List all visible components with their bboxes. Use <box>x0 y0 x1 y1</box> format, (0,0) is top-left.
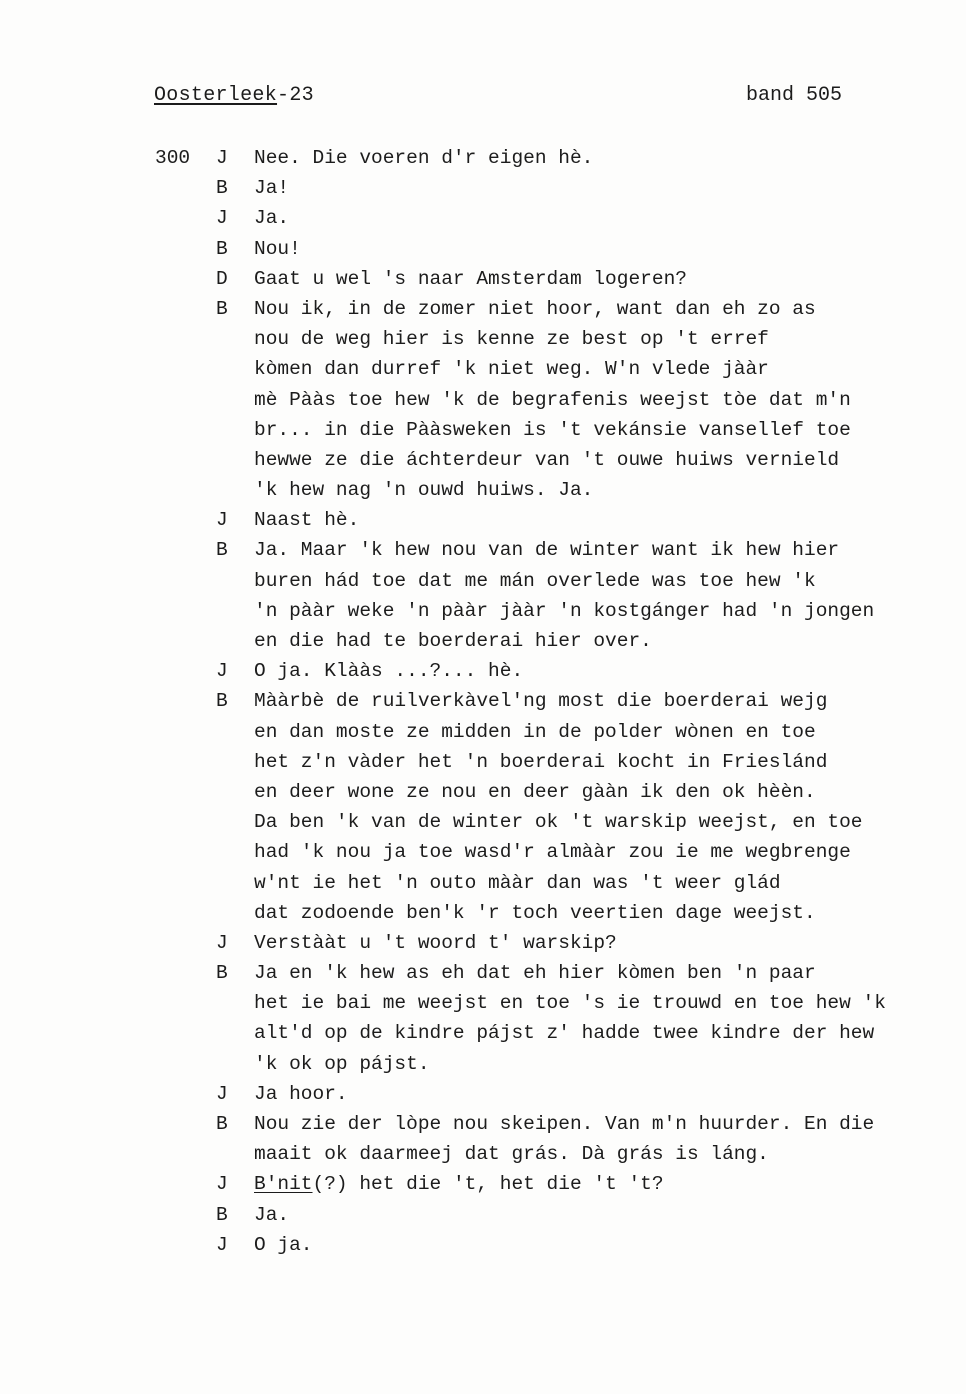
transcript-line <box>0 535 966 565</box>
utterance-text: en deer wone ze nou en deer gààn ik den ok hèèn. <box>254 780 816 803</box>
utterance-text: br... in die Pààsweken is 't vekánsie vansellef toe <box>254 418 851 441</box>
utterance-text: dat zodoende ben'k 'r toch veertien dage weejst. <box>254 901 816 924</box>
transcript-line <box>0 656 966 686</box>
transcript-line <box>0 475 966 505</box>
utterance-text: nou de weg hier is kenne ze best op 't erref <box>254 328 769 351</box>
utterance-text: Nou ik, in de zomer niet hoor, want dan eh zo as <box>254 297 816 320</box>
speaker-label: J <box>216 660 228 683</box>
speaker-label: J <box>216 931 228 954</box>
transcript-line <box>0 928 966 958</box>
transcript-line <box>0 324 966 354</box>
underlined-word: B'nit <box>254 1173 313 1196</box>
speaker-label: D <box>216 267 228 290</box>
transcript-body <box>0 143 966 1260</box>
utterance-text: 'n pààr weke 'n pààr jààr 'n kostgánger had 'n jongen <box>254 599 875 622</box>
utterance-text: het ie bai me weejst en toe 's ie trouwd en toe hew 'k <box>254 992 886 1015</box>
transcript-line <box>0 354 966 384</box>
transcript-line <box>0 777 966 807</box>
transcript-line <box>0 1049 966 1079</box>
utterance-text: Ja. <box>254 207 290 230</box>
speaker-label: B <box>216 1203 228 1226</box>
transcript-line <box>0 596 966 626</box>
speaker-label: J <box>216 1233 228 1256</box>
transcript-line <box>0 385 966 415</box>
transcript-line <box>0 173 966 203</box>
speaker-label: B <box>216 1113 228 1135</box>
utterance-text: had 'k nou ja toe wasd'r almààr zou ie me wegbrenge <box>254 841 851 864</box>
utterance-text: Mààrbè de ruilverkàvel'ng most die boerderai wejg <box>254 690 828 713</box>
utterance-text: en dan moste ze midden in de polder wònen en toe <box>254 720 816 743</box>
transcript-line <box>0 203 966 233</box>
transcript-line <box>0 445 966 475</box>
transcript-line <box>0 837 966 867</box>
utterance-text <box>254 1169 664 1199</box>
speaker-label: J <box>216 1082 228 1105</box>
utterance-text: en die had te boerderai hier over. <box>254 630 652 652</box>
transcript-line <box>0 264 966 294</box>
speaker-label: B <box>216 177 228 200</box>
utterance-text: Da ben 'k van de winter ok 't warskip weejst, en toe <box>254 811 863 834</box>
utterance-text: Ja! <box>254 177 290 200</box>
utterance-text: Nou! <box>254 237 301 260</box>
transcript-line <box>0 1169 966 1199</box>
transcript-line <box>0 717 966 747</box>
utterance-text: kòmen dan durref 'k niet weg. W'n vlede jààr <box>254 358 769 381</box>
speaker-label: B <box>216 539 228 562</box>
utterance-text: 'k ok op pájst. <box>254 1052 430 1075</box>
transcript-line <box>0 898 966 928</box>
utterance-text: w'nt ie het 'n outo mààr dan was 't weer glád <box>254 871 781 894</box>
speaker-label: B <box>216 690 228 713</box>
utterance-text: 'k hew nag 'n ouwd huiws. Ja. <box>254 479 594 502</box>
utterance-text: maait ok daarmeej dat grás. Dà grás is láng. <box>254 1143 769 1166</box>
utterance-text: Ja en 'k hew as eh dat eh hier kòmen ben 'n paar <box>254 962 816 985</box>
transcript-line <box>0 1079 966 1109</box>
transcript-line <box>0 686 966 716</box>
utterance-text: Ja. Maar 'k hew nou van de winter want ik hew hier <box>254 539 840 562</box>
transcript-line <box>0 1018 966 1048</box>
utterance-text: Verstààt u 't woord t' warskip? <box>254 931 617 954</box>
transcript-line <box>0 868 966 898</box>
transcript-line <box>0 958 966 988</box>
utterance-text: mè Pààs toe hew 'k de begrafenis weejst tòe dat m'n <box>254 388 851 411</box>
transcript-line <box>0 294 966 324</box>
utterance-text: het z'n vàder het 'n boerderai kocht in Frieslánd <box>254 750 828 773</box>
transcript-line <box>0 1200 966 1230</box>
transcript-line <box>0 143 966 173</box>
speaker-label: B <box>216 962 228 985</box>
utterance-text: O ja. <box>254 1233 313 1256</box>
transcript-line <box>0 807 966 837</box>
transcript-line <box>0 566 966 596</box>
utterance-text: hewwe ze die áchterdeur van 't ouwe huiws vernield <box>254 448 840 471</box>
utterance-text: Ja. <box>254 1203 290 1226</box>
speaker-label: J <box>216 207 228 230</box>
utterance-text: alt'd op de kindre pájst z' hadde twee kindre der hew <box>254 1022 875 1045</box>
utterance-text: Ja hoor. <box>254 1082 348 1105</box>
transcript-line <box>0 1230 966 1260</box>
speaker-label: J <box>216 1173 228 1196</box>
transcript-line <box>0 234 966 264</box>
speaker-label: J <box>216 509 228 532</box>
transcript-line <box>0 1139 966 1169</box>
utterance-text: Nee. Die voeren d'r eigen hè. <box>254 147 594 169</box>
utterance-text: Gaat u wel 's naar Amsterdam logeren? <box>254 267 687 290</box>
document-location-header <box>154 84 314 107</box>
utterance-text: buren hád toe dat me mán overlede was toe hew 'k <box>254 569 816 592</box>
place-number: -23 <box>277 84 314 107</box>
line-number: 300 <box>155 147 191 169</box>
speaker-label: B <box>216 297 228 320</box>
utterance-text: Nou zie der lòpe nou skeipen. Van m'n huurder. En die <box>254 1113 875 1135</box>
utterance-text: Naast hè. <box>254 509 360 532</box>
transcript-line <box>0 505 966 535</box>
place-name: Oosterleek <box>154 84 278 107</box>
transcript-line <box>0 988 966 1018</box>
band-number: band 505 <box>746 84 843 107</box>
speaker-label: B <box>216 237 228 260</box>
utterance-rest: (?) het die 't, het die 't 't? <box>312 1173 664 1196</box>
speaker-label: J <box>216 147 228 169</box>
transcript-line <box>0 626 966 656</box>
transcript-line <box>0 415 966 445</box>
utterance-text: O ja. Klààs ...?... hè. <box>254 660 524 683</box>
transcript-line <box>0 1109 966 1139</box>
transcript-line <box>0 747 966 777</box>
